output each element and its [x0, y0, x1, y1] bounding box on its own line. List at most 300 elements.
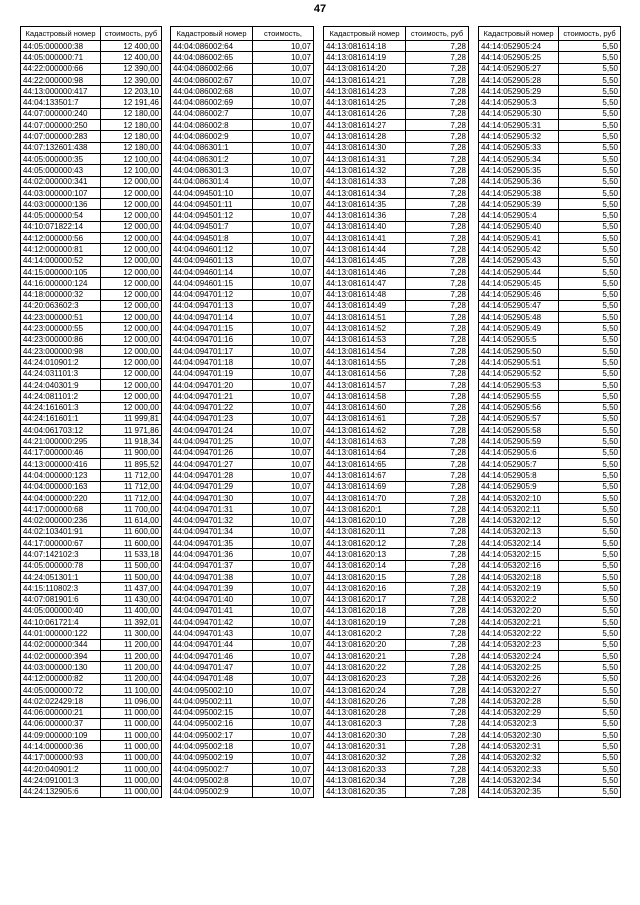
cost-cell: 12 000,00: [101, 278, 162, 289]
table-row: [171, 684, 314, 695]
cadastral-number-cell: 44:04:095002:17: [171, 730, 253, 741]
cost-cell: 7,28: [406, 86, 469, 97]
cost-cell: 5,50: [559, 312, 621, 323]
cadastral-number-cell: 44:13:081620:33: [324, 764, 406, 775]
cadastral-number-cell: 44:13:081614:41: [324, 233, 406, 244]
cost-cell: 12 400,00: [101, 52, 162, 63]
cost-cell: 7,28: [406, 651, 469, 662]
table-row: [171, 775, 314, 786]
table-row: [479, 436, 621, 447]
cadastral-number-cell: 44:23:000000:55: [21, 323, 101, 334]
cost-cell: 7,28: [406, 515, 469, 526]
cost-cell: 11 000,00: [101, 707, 162, 718]
table-row: [479, 775, 621, 786]
cadastral-number-cell: 44:14:053202:12: [479, 515, 559, 526]
cadastral-number-cell: 44:05:000000:38: [21, 41, 101, 52]
table-row: [479, 447, 621, 458]
cost-cell: 7,28: [406, 413, 469, 424]
cadastral-number-cell: 44:14:053202:35: [479, 786, 559, 797]
cadastral-number-cell: 44:04:094701:21: [171, 391, 253, 402]
cadastral-number-cell: 44:04:000000:220: [21, 492, 101, 503]
cost-cell: 11 200,00: [101, 673, 162, 684]
table-row: [171, 413, 314, 424]
cost-cell: 11 000,00: [101, 718, 162, 729]
cadastral-number-cell: 44:13:081620:24: [324, 684, 406, 695]
cadastral-number-cell: 44:13:081620:12: [324, 538, 406, 549]
cadastral-number-cell: 44:13:081614:23: [324, 86, 406, 97]
cadastral-number-cell: 44:18:000000:32: [21, 289, 101, 300]
cost-cell: 7,28: [406, 187, 469, 198]
cadastral-number-cell: 44:07:000000:240: [21, 108, 101, 119]
cadastral-number-cell: 44:04:094701:35: [171, 538, 253, 549]
table-row: [324, 730, 469, 741]
header-cost: стоимость, руб: [406, 27, 469, 41]
table-row: [171, 639, 314, 650]
table-row: [479, 63, 621, 74]
cost-cell: 11 000,00: [101, 730, 162, 741]
cadastral-number-cell: 44:07:132601:438: [21, 142, 101, 153]
cost-cell: 5,50: [559, 764, 621, 775]
cost-cell: 11 712,00: [101, 492, 162, 503]
cost-cell: 10,07: [253, 233, 314, 244]
table-row: [171, 651, 314, 662]
cadastral-number-cell: 44:13:081614:64: [324, 447, 406, 458]
table-row: [324, 86, 469, 97]
cost-cell: 11 430,00: [101, 594, 162, 605]
cost-cell: 7,28: [406, 244, 469, 255]
cadastral-number-cell: 44:04:094701:46: [171, 651, 253, 662]
cost-cell: 5,50: [559, 120, 621, 131]
cadastral-number-cell: 44:13:081614:32: [324, 165, 406, 176]
cost-cell: 5,50: [559, 346, 621, 357]
cadastral-number-cell: 44:04:094701:23: [171, 413, 253, 424]
cadastral-number-cell: 44:04:094701:30: [171, 492, 253, 503]
cost-cell: 5,50: [559, 334, 621, 345]
cost-cell: 11 096,00: [101, 696, 162, 707]
cost-cell: 7,28: [406, 481, 469, 492]
cost-cell: 12 000,00: [101, 334, 162, 345]
cost-cell: 10,07: [253, 594, 314, 605]
cadastral-number-cell: 44:13:081620:21: [324, 651, 406, 662]
cost-cell: 7,28: [406, 696, 469, 707]
cadastral-number-cell: 44:07:000000:250: [21, 120, 101, 131]
cadastral-number-cell: 44:14:053202:21: [479, 617, 559, 628]
cost-cell: 10,07: [253, 266, 314, 277]
cadastral-number-cell: 44:23:000000:86: [21, 334, 101, 345]
table-row: [479, 515, 621, 526]
table-row: [21, 538, 162, 549]
cost-cell: 11 000,00: [101, 752, 162, 763]
cadastral-number-cell: 44:13:081614:57: [324, 379, 406, 390]
cost-cell: 7,28: [406, 458, 469, 469]
table-row: [21, 458, 162, 469]
cadastral-number-cell: 44:14:053202:27: [479, 684, 559, 695]
cadastral-number-cell: 44:14:053202:18: [479, 571, 559, 582]
table-row: [171, 741, 314, 752]
table-row: [21, 300, 162, 311]
cost-cell: 7,28: [406, 764, 469, 775]
table-row: [171, 199, 314, 210]
cost-cell: 5,50: [559, 549, 621, 560]
cadastral-number-cell: 44:05:000000:78: [21, 560, 101, 571]
cadastral-number-cell: 44:14:053202:10: [479, 492, 559, 503]
cadastral-number-cell: 44:04:094701:19: [171, 368, 253, 379]
table-row: [324, 549, 469, 560]
cadastral-number-cell: 44:14:052905:41: [479, 233, 559, 244]
cadastral-number-cell: 44:13:081620:35: [324, 786, 406, 797]
cadastral-number-cell: 44:14:052905:51: [479, 357, 559, 368]
cost-cell: 5,50: [559, 86, 621, 97]
cadastral-number-cell: 44:13:081614:21: [324, 74, 406, 85]
cost-cell: 7,28: [406, 391, 469, 402]
table-row: [171, 142, 314, 153]
cost-cell: 10,07: [253, 334, 314, 345]
table-row: [479, 346, 621, 357]
cadastral-number-cell: 44:13:081620:14: [324, 560, 406, 571]
cadastral-number-cell: 44:04:094701:13: [171, 300, 253, 311]
cost-cell: 10,07: [253, 447, 314, 458]
cost-cell: 5,50: [559, 368, 621, 379]
table-row: [324, 639, 469, 650]
table-row: [171, 617, 314, 628]
cost-cell: 5,50: [559, 300, 621, 311]
cadastral-number-cell: 44:13:081620:17: [324, 594, 406, 605]
cadastral-number-cell: 44:14:052905:27: [479, 63, 559, 74]
table-row: [21, 266, 162, 277]
cadastral-number-cell: 44:14:052905:56: [479, 402, 559, 413]
cost-cell: 5,50: [559, 651, 621, 662]
cost-cell: 12 000,00: [101, 312, 162, 323]
table-row: [21, 153, 162, 164]
cost-cell: 12 203,10: [101, 86, 162, 97]
table-header-row: [21, 27, 162, 41]
cadastral-number-cell: 44:04:086301:2: [171, 153, 253, 164]
table-row: [171, 120, 314, 131]
cost-cell: 5,50: [559, 571, 621, 582]
cadastral-number-cell: 44:04:086002:64: [171, 41, 253, 52]
table-row: [324, 492, 469, 503]
cadastral-number-cell: 44:13:081620:32: [324, 752, 406, 763]
cost-cell: 7,28: [406, 425, 469, 436]
cost-cell: 11 614,00: [101, 515, 162, 526]
table-row: [479, 730, 621, 741]
cadastral-number-cell: 44:04:094701:44: [171, 639, 253, 650]
cadastral-number-cell: 44:04:094701:25: [171, 436, 253, 447]
table-row: [21, 741, 162, 752]
table-row: [479, 662, 621, 673]
cost-cell: 7,28: [406, 108, 469, 119]
cadastral-number-cell: 44:13:000000:416: [21, 458, 101, 469]
cost-cell: 5,50: [559, 639, 621, 650]
cost-cell: 7,28: [406, 300, 469, 311]
cost-cell: 10,07: [253, 413, 314, 424]
table-row: [171, 447, 314, 458]
cadastral-number-cell: 44:13:081614:20: [324, 63, 406, 74]
cost-cell: 10,07: [253, 752, 314, 763]
cost-cell: 7,28: [406, 628, 469, 639]
table-row: [171, 52, 314, 63]
table-row: [21, 131, 162, 142]
cadastral-number-cell: 44:14:052905:8: [479, 470, 559, 481]
cost-cell: 10,07: [253, 730, 314, 741]
cadastral-number-cell: 44:04:094701:26: [171, 447, 253, 458]
cadastral-number-cell: 44:24:031101:3: [21, 368, 101, 379]
table-row: [171, 278, 314, 289]
table-row: [171, 470, 314, 481]
cost-cell: 5,50: [559, 244, 621, 255]
cost-cell: 12 180,00: [101, 108, 162, 119]
cadastral-number-cell: 44:13:081614:40: [324, 221, 406, 232]
cost-cell: 7,28: [406, 402, 469, 413]
cost-cell: 5,50: [559, 775, 621, 786]
table-header-row: [171, 27, 314, 41]
table-row: [21, 97, 162, 108]
table-row: [324, 63, 469, 74]
cadastral-number-cell: 44:13:081614:67: [324, 470, 406, 481]
cost-cell: 12 000,00: [101, 368, 162, 379]
table-row: [479, 571, 621, 582]
cadastral-number-cell: 44:04:094701:39: [171, 583, 253, 594]
cadastral-number-cell: 44:24:091001:3: [21, 775, 101, 786]
table-row: [479, 481, 621, 492]
cost-cell: 7,28: [406, 199, 469, 210]
cost-cell: 7,28: [406, 120, 469, 131]
cadastral-number-cell: 44:14:053202:19: [479, 583, 559, 594]
cadastral-number-cell: 44:14:052905:34: [479, 153, 559, 164]
cost-cell: 10,07: [253, 120, 314, 131]
cadastral-number-cell: 44:04:094701:31: [171, 504, 253, 515]
cost-cell: 12 180,00: [101, 120, 162, 131]
cadastral-number-cell: 44:03:000000:130: [21, 662, 101, 673]
table-row: [21, 651, 162, 662]
cadastral-number-cell: 44:14:053202:23: [479, 639, 559, 650]
table-row: [21, 470, 162, 481]
cost-cell: 5,50: [559, 594, 621, 605]
cost-cell: 7,28: [406, 74, 469, 85]
cadastral-number-cell: 44:13:081614:53: [324, 334, 406, 345]
table-row: [21, 413, 162, 424]
cadastral-table-3: [323, 26, 469, 798]
table-row: [21, 560, 162, 571]
cadastral-number-cell: 44:17:000000:68: [21, 504, 101, 515]
table-row: [324, 108, 469, 119]
cadastral-number-cell: 44:04:094701:41: [171, 605, 253, 616]
cost-cell: 10,07: [253, 583, 314, 594]
cost-cell: 5,50: [559, 323, 621, 334]
cost-cell: 11 600,00: [101, 526, 162, 537]
cadastral-number-cell: 44:14:052905:52: [479, 368, 559, 379]
table-row: [21, 165, 162, 176]
cadastral-number-cell: 44:04:094701:24: [171, 425, 253, 436]
table-row: [324, 368, 469, 379]
cost-cell: 5,50: [559, 492, 621, 503]
cost-cell: 12 000,00: [101, 391, 162, 402]
table-row: [171, 187, 314, 198]
cadastral-number-cell: 44:04:086002:7: [171, 108, 253, 119]
cadastral-number-cell: 44:13:081614:47: [324, 278, 406, 289]
cost-cell: 7,28: [406, 662, 469, 673]
cadastral-number-cell: 44:14:052905:59: [479, 436, 559, 447]
table-row: [324, 718, 469, 729]
table-row: [171, 368, 314, 379]
cost-cell: 10,07: [253, 86, 314, 97]
table-row: [324, 458, 469, 469]
table-row: [324, 707, 469, 718]
table-row: [21, 391, 162, 402]
cadastral-number-cell: 44:04:086002:8: [171, 120, 253, 131]
cadastral-number-cell: 44:14:053202:30: [479, 730, 559, 741]
cost-cell: 7,28: [406, 673, 469, 684]
table-row: [479, 538, 621, 549]
cadastral-number-cell: 44:13:081614:33: [324, 176, 406, 187]
cadastral-number-cell: 44:14:052905:48: [479, 312, 559, 323]
cost-cell: 10,07: [253, 560, 314, 571]
table-row: [324, 764, 469, 775]
table-row: [324, 142, 469, 153]
table-row: [479, 74, 621, 85]
cadastral-number-cell: 44:14:052905:24: [479, 41, 559, 52]
cost-cell: 7,28: [406, 571, 469, 582]
cost-cell: 12 000,00: [101, 255, 162, 266]
cadastral-number-cell: 44:05:000000:35: [21, 153, 101, 164]
cost-cell: 7,28: [406, 52, 469, 63]
table-row: [324, 120, 469, 131]
cadastral-number-cell: 44:14:053202:16: [479, 560, 559, 571]
cost-cell: 11 200,00: [101, 639, 162, 650]
table-row: [171, 63, 314, 74]
cadastral-number-cell: 44:13:081620:15: [324, 571, 406, 582]
table-row: [324, 199, 469, 210]
cost-cell: 12 000,00: [101, 357, 162, 368]
cadastral-number-cell: 44:13:081620:30: [324, 730, 406, 741]
cadastral-number-cell: 44:14:052905:58: [479, 425, 559, 436]
cadastral-number-cell: 44:06:000000:37: [21, 718, 101, 729]
cost-cell: 7,28: [406, 639, 469, 650]
cadastral-number-cell: 44:14:052905:42: [479, 244, 559, 255]
cost-cell: 7,28: [406, 312, 469, 323]
table-row: [324, 187, 469, 198]
cost-cell: 10,07: [253, 210, 314, 221]
cost-cell: 11 971,86: [101, 425, 162, 436]
table-row: [21, 696, 162, 707]
cost-cell: 5,50: [559, 74, 621, 85]
cadastral-number-cell: 44:13:081614:36: [324, 210, 406, 221]
table-row: [21, 594, 162, 605]
table-row: [171, 526, 314, 537]
table-row: [479, 492, 621, 503]
table-row: [171, 402, 314, 413]
cost-cell: 5,50: [559, 379, 621, 390]
cadastral-number-cell: 44:03:000000:136: [21, 199, 101, 210]
cadastral-number-cell: 44:09:000000:109: [21, 730, 101, 741]
table-row: [171, 696, 314, 707]
cost-cell: 12 000,00: [101, 379, 162, 390]
table-row: [171, 255, 314, 266]
cadastral-number-cell: 44:14:052905:6: [479, 447, 559, 458]
cadastral-number-cell: 44:04:094701:37: [171, 560, 253, 571]
table-row: [21, 605, 162, 616]
table-row: [479, 764, 621, 775]
cost-cell: 12 180,00: [101, 142, 162, 153]
table-row: [324, 617, 469, 628]
cost-cell: 7,28: [406, 617, 469, 628]
cost-cell: 5,50: [559, 289, 621, 300]
table-row: [479, 741, 621, 752]
table-row: [479, 176, 621, 187]
table-row: [324, 153, 469, 164]
table-row: [324, 176, 469, 187]
cost-cell: 10,07: [253, 289, 314, 300]
table-row: [21, 730, 162, 741]
cost-cell: 5,50: [559, 741, 621, 752]
cost-cell: 7,28: [406, 752, 469, 763]
table-row: [171, 786, 314, 797]
cadastral-number-cell: 44:02:022429:18: [21, 696, 101, 707]
table-row: [171, 334, 314, 345]
cost-cell: 12 400,00: [101, 41, 162, 52]
cadastral-number-cell: 44:16:000000:124: [21, 278, 101, 289]
table-row: [21, 120, 162, 131]
table-row: [171, 244, 314, 255]
table-row: [479, 379, 621, 390]
cadastral-number-cell: 44:13:081614:60: [324, 402, 406, 413]
table-row: [171, 74, 314, 85]
cost-cell: 11 900,00: [101, 447, 162, 458]
cadastral-number-cell: 44:14:000000:36: [21, 741, 101, 752]
cost-cell: 7,28: [406, 153, 469, 164]
cadastral-number-cell: 44:14:052905:46: [479, 289, 559, 300]
cost-cell: 12 000,00: [101, 289, 162, 300]
cost-cell: 11 000,00: [101, 775, 162, 786]
table-row: [21, 52, 162, 63]
cost-cell: 10,07: [253, 538, 314, 549]
cost-cell: 5,50: [559, 165, 621, 176]
cadastral-number-cell: 44:04:094701:36: [171, 549, 253, 560]
cadastral-number-cell: 44:07:000000:283: [21, 131, 101, 142]
cost-cell: 12 100,00: [101, 153, 162, 164]
cost-cell: 10,07: [253, 571, 314, 582]
table-row: [324, 413, 469, 424]
page-number: 47: [313, 3, 327, 15]
table-row: [171, 549, 314, 560]
table-row: [479, 153, 621, 164]
cost-cell: 7,28: [406, 492, 469, 503]
cadastral-number-cell: 44:04:086002:9: [171, 131, 253, 142]
table-row: [324, 481, 469, 492]
cadastral-number-cell: 44:13:000000:417: [21, 86, 101, 97]
table-row: [171, 436, 314, 447]
table-row: [479, 142, 621, 153]
cadastral-number-cell: 44:22:000000:98: [21, 74, 101, 85]
cadastral-number-cell: 44:17:000000:46: [21, 447, 101, 458]
cost-cell: 10,07: [253, 718, 314, 729]
table-row: [171, 346, 314, 357]
cadastral-number-cell: 44:04:094501:7: [171, 221, 253, 232]
cost-cell: 7,28: [406, 549, 469, 560]
cost-cell: 11 000,00: [101, 786, 162, 797]
table-row: [324, 334, 469, 345]
cadastral-number-cell: 44:06:000000:21: [21, 707, 101, 718]
cost-cell: 7,28: [406, 142, 469, 153]
cost-cell: 7,28: [406, 538, 469, 549]
table-row: [171, 662, 314, 673]
cadastral-number-cell: 44:14:053202:3: [479, 718, 559, 729]
cost-cell: 7,28: [406, 775, 469, 786]
cadastral-number-cell: 44:14:052905:44: [479, 266, 559, 277]
table-row: [479, 221, 621, 232]
cadastral-number-cell: 44:14:053202:29: [479, 707, 559, 718]
table-row: [324, 628, 469, 639]
